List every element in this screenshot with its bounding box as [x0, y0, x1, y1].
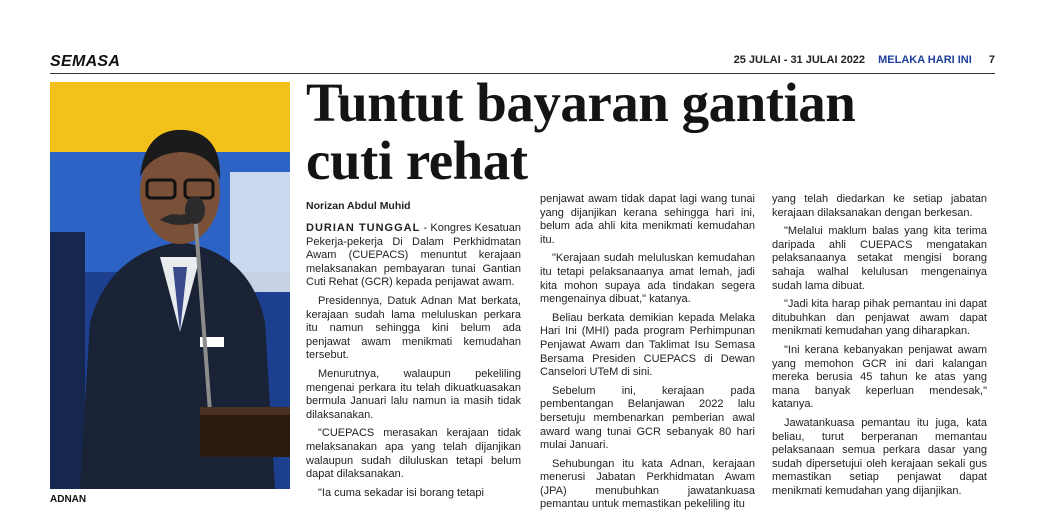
paragraph: "CUEPACS merasakan kerajaan tidak melaksanakan apa yang telah dijanjikan walaupun sudah diluluskan tetapi belum dapat dilaksanakan.	[306, 427, 521, 481]
paragraph: yang telah diedarkan ke setiap jabatan kerajaan dilaksanakan dengan berkesan.	[772, 193, 987, 219]
dateline: DURIAN TUNGGAL	[306, 222, 421, 234]
photo-caption: ADNAN	[50, 494, 87, 505]
headline-line: Tuntut bayaran gantian	[306, 72, 856, 133]
article-photo	[50, 82, 290, 489]
paragraph: "Melalui maklum balas yang kita terima daripada ahli CUEPACS mengatakan pelaksanaanya setakat mengisi borang sahaja walhal kelulusan mengenainya sudah lama dibuat.	[772, 225, 987, 292]
paragraph: Beliau berkata demikian kepada Melaka Hari Ini (MHI) pada program Perhimpunan Penjawat Awam dan Taklimat Isu Semasa Bersama Presiden CUEPACS di Dewan Canselori UTeM di sini.	[540, 311, 755, 379]
page-header	[50, 51, 995, 73]
headline	[306, 74, 996, 190]
page-meta	[734, 54, 995, 66]
article-column-1	[306, 222, 521, 505]
headline-line: cuti rehat	[306, 130, 528, 191]
article-column-3	[772, 193, 987, 503]
paragraph: "Ia cuma sekadar isi borang tetapi	[318, 486, 484, 499]
paragraph: Sebelum ini, kerajaan pada pembentangan Belanjawan 2022 lalu bersetuju membenarkan pemberian awal award wang tunai GCR sebanyak 80 hari mulai Januari.	[540, 384, 755, 452]
byline: Norizan Abdul Muhid	[306, 200, 411, 212]
section-label: SEMASA	[50, 53, 121, 70]
paragraph: Jawatankuasa pemantau itu juga, kata beliau, turut berperanan memantau pelaksanaan semua perkara dasar yang sudah dipersetujui oleh kerajaan sekali gus memastikan setiap penjawat dapat menikmati kemudahan yang dijanjikan.	[772, 416, 987, 497]
publication-name: MELAKA HARI INI	[878, 54, 972, 66]
paragraph: Presidennya, Datuk Adnan Mat berkata, kerajaan sudah lama meluluskan perkara itu namun sehingga kini belum ada penjawat awam menikmati kemudahan tersebut.	[306, 294, 521, 362]
paragraph: "Kerajaan sudah meluluskan kemudahan itu tetapi pelaksanaanya amat lemah, jadi kita mohon supaya ada tindakan segera mengenainya dibuat," katanya.	[540, 252, 755, 306]
page-number: 7	[988, 54, 995, 66]
paragraph: Sehubungan itu kata Adnan, kerajaan menerusi Jabatan Perkhidmatan Awam (JPA) menubuhkan jawatankuasa pemantau untuk memastikan pekeliling itu	[540, 457, 755, 511]
paragraph: DURIAN TUNGGAL - Kongres Kesatuan Pekerja-pekerja Di Dalam Perkhidmatan Awam (CUEPACS) menuntut kerajaan melaksanakan pembayaran tunai Gantian Cuti Rehat (GCR) kepada penjawat awam.	[306, 222, 521, 289]
paragraph: "Ini kerana kebanyakan penjawat awam yang memohon GCR ini dari kalangan mereka berusia 45 tahun ke atas yang mana banyak keperluan mendesak," katanya.	[772, 343, 987, 411]
article-column-2	[540, 193, 755, 517]
paragraph: "Jadi kita harap pihak pemantau ini dapat ditubuhkan dan penjawat awam dapat menikmati kemudahan yang diharapkan.	[772, 298, 987, 338]
paragraph: Menurutnya, walaupun pekeliling mengenai perkara itu telah dikuatkuasakan bermula Januari lalu namun ia masih tidak dilaksanakan.	[306, 367, 521, 421]
issue-date: 25 JULAI - 31 JULAI 2022	[733, 54, 866, 66]
paragraph: penjawat awam tidak dapat lagi wang tunai yang dijanjikan kerana sehingga hari ini, belum ada ahli kita menikmati kemudahan itu.	[540, 193, 755, 246]
speaker-photo-illustration	[50, 82, 290, 489]
